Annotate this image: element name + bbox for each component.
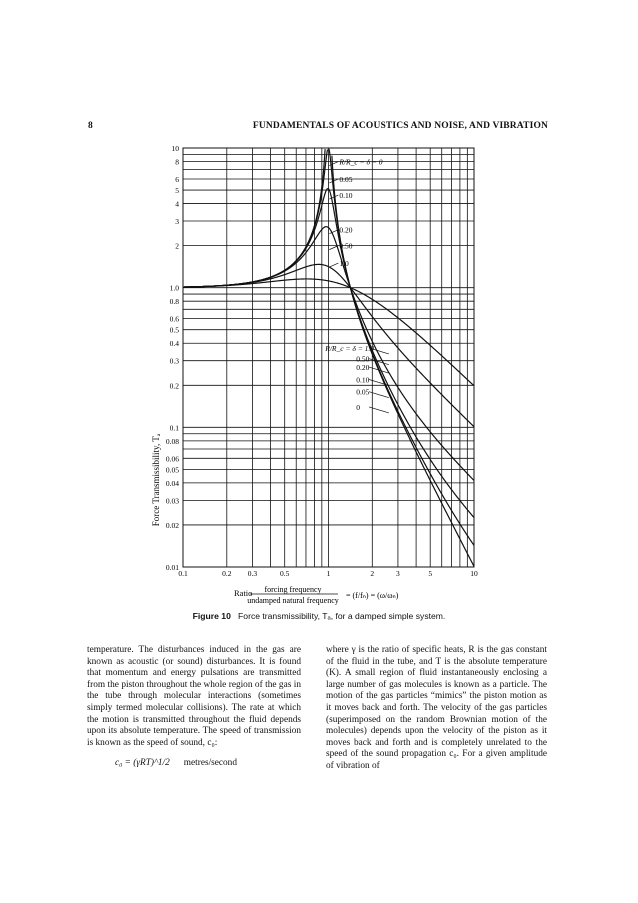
ratio-word: Ratio	[234, 588, 253, 598]
y-tick-label: 3	[175, 217, 179, 227]
ratio-numerator: forcing frequency	[264, 585, 322, 594]
caption-text: Force transmissibility, Tₐ, for a damped simple system.	[238, 611, 446, 621]
y-tick-label: 0.04	[165, 478, 179, 488]
x-tick-label: 0.2	[222, 569, 232, 578]
y-tick-label: 0.6	[169, 314, 179, 324]
annot-top: 0.20	[339, 225, 353, 235]
figure-caption	[0, 611, 638, 621]
x-tick-label: 0.1	[178, 569, 188, 578]
y-tick-label: 1.0	[169, 283, 179, 293]
x-tick-label: 2	[370, 569, 375, 578]
y-axis-label: Force Transmissibility, Tₐ	[151, 433, 161, 527]
annot-top: R/R_c = δ = 0	[339, 157, 383, 167]
page-number: 8	[88, 121, 93, 131]
annot-top: 0.50	[339, 241, 353, 251]
y-tick-label: 4	[175, 199, 179, 209]
y-tick-label: 5	[175, 186, 179, 196]
caption-label: Figure 10	[192, 611, 231, 621]
y-tick-label: 2	[175, 241, 179, 251]
x-tick-label: 3	[396, 569, 400, 578]
x-tick-label: 10	[470, 569, 478, 578]
y-tick-label: 10	[171, 144, 179, 153]
y-tick-label: 8	[175, 157, 179, 167]
y-tick-label: 0.06	[165, 454, 179, 464]
y-tick-label: 0.3	[169, 356, 179, 366]
left-paragraph: temperature. The disturbances induced in the gas are known as acoustic (or sound) disturbances. It is found that momentum and energy pulsations are transmitted from the piston throughout the whole region of the gas in the tube through molecular interactions (sometimes simply termed molecular collisions). The rate at which the motion is transmitted throughout the fluid depends upon its absolute temperature. The speed of transmission is known as the speed of sound, c₀:	[87, 645, 301, 748]
annot-bottom: 0.10	[356, 375, 370, 385]
ratio-denominator: undamped natural frequency	[247, 596, 339, 605]
equation-units: metres/second	[183, 758, 237, 769]
y-tick-label: 0.03	[165, 496, 179, 506]
y-tick-label: 0.02	[165, 520, 179, 530]
ratio-equation: = (f/fₙ) = (ω/ωₙ)	[346, 591, 399, 600]
y-tick-label: 0.2	[169, 381, 179, 391]
right-column	[326, 645, 547, 773]
annot-bottom: 0.20	[356, 363, 370, 373]
chart-grid	[183, 148, 474, 567]
equation: c₀ = (γRT)^1/2	[115, 758, 170, 769]
right-paragraph: where γ is the ratio of specific heats, R is the gas constant of the fluid in the tube, and T is the absolute temperature (K). A small region of fluid instantaneously enclosing a large number of gas molecules is known as a particle. The motion of the gas particles “mimics” the piston motion as it moves back and forth. The velocity of the gas particles (superimposed on the random Brownian motion of the molecules) depends upon the velocity of the piston as it moves back and forth and is completely unrelated to the speed of the sound propagation c₀. For a given amplitude of vibration of	[326, 645, 547, 771]
x-tick-label: 1	[326, 569, 331, 578]
annot-top-leader	[329, 263, 338, 267]
annot-top: 1.0	[339, 259, 349, 269]
y-tick-label: 0.05	[165, 465, 179, 475]
annot-top: 0.05	[339, 174, 353, 184]
x-tick-label: 0.5	[280, 569, 290, 578]
annot-top: 0.10	[339, 191, 353, 201]
annot-bottom: 0	[356, 402, 360, 412]
left-column	[87, 645, 301, 770]
annot-bottom: R/R_c = δ = 1.0	[325, 343, 375, 353]
y-tick-label: 6	[175, 174, 179, 184]
x-tick-label: 5	[428, 569, 433, 578]
y-tick-label: 0.1	[169, 423, 179, 433]
y-tick-label: 0.4	[169, 339, 179, 349]
y-tick-label: 0.8	[169, 297, 179, 307]
y-tick-label: 0.01	[165, 563, 179, 572]
running-head: FUNDAMENTALS OF ACOUSTICS AND NOISE, AND VIBRATION	[252, 121, 548, 131]
y-tick-label: 0.08	[165, 436, 179, 446]
x-tick-label: 0.3	[247, 569, 258, 578]
y-tick-label: 0.5	[169, 325, 179, 335]
annot-bottom: 0.50	[356, 354, 370, 364]
annot-bottom: 0.05	[356, 387, 370, 397]
transmissibility-chart	[150, 140, 490, 610]
speed-of-sound-equation	[87, 758, 301, 770]
